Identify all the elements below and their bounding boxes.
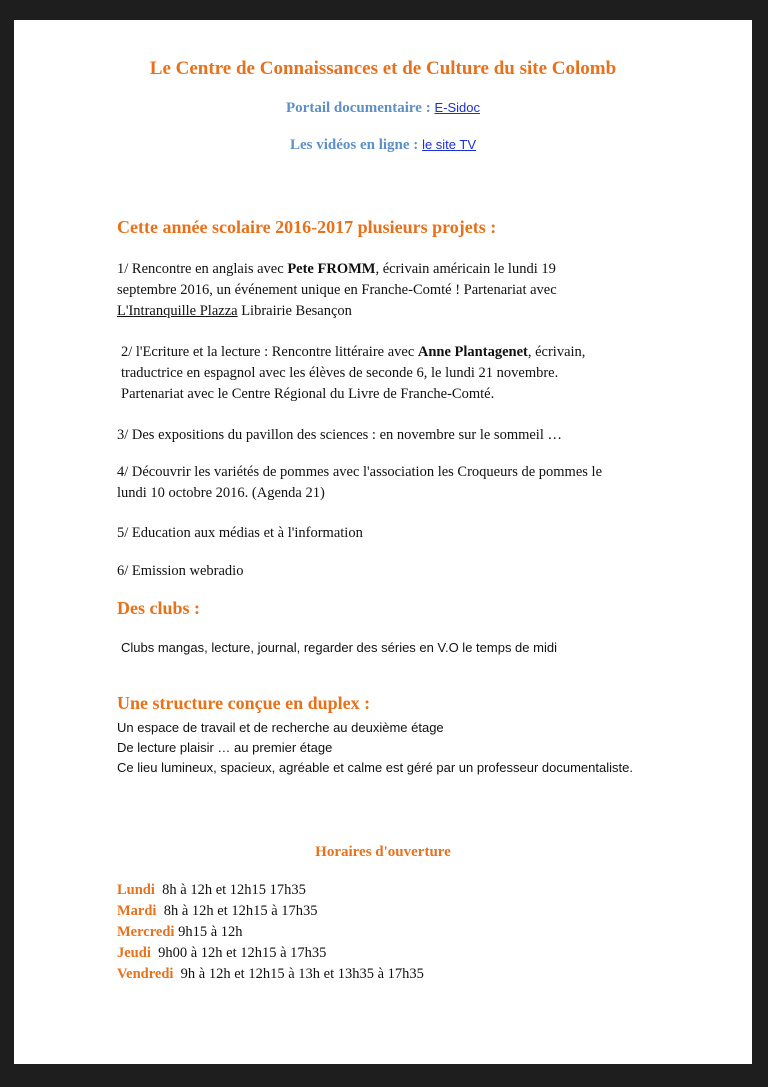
intranquille-plazza-link[interactable]: L'Intranquille Plazza (117, 303, 238, 319)
day-label: Vendredi (117, 966, 174, 982)
project-2-line-2: traductrice en espagnol avec les élèves de seconde 6, le lundi 21 novembre. (121, 365, 559, 381)
document-page (14, 20, 752, 1064)
project-2-line-3: Partenariat avec le Centre Régional du Livre de Franche-Comté. (121, 386, 495, 402)
project-1-text-cont: , écrivain américain le lundi 19 (375, 261, 556, 277)
hours-row-lundi (117, 880, 424, 901)
day-time: 9h00 à 12h et 12h15 à 17h35 (158, 945, 327, 961)
hours-list (117, 880, 424, 985)
clubs-heading: Des clubs : (117, 598, 201, 618)
clubs-text: Clubs mangas, lecture, journal, regarder des séries en V.O le temps de midi (121, 640, 557, 655)
hours-row-vendredi (117, 964, 424, 985)
projects-heading: Cette année scolaire 2016-2017 plusieurs projets : (117, 217, 497, 237)
project-4 (117, 462, 657, 504)
day-time: 8h à 12h et 12h15 à 17h35 (163, 903, 318, 919)
day-label: Mercredi (117, 924, 175, 940)
project-2-text: 2/ l'Ecriture et la lecture : Rencontre littéraire avec (121, 344, 418, 360)
day-label: Jeudi (117, 945, 151, 961)
day-label: Lundi (117, 882, 155, 898)
esidoc-link[interactable]: E-Sidoc (434, 100, 480, 115)
structure-text (117, 718, 697, 778)
hours-heading: Horaires d'ouverture (315, 844, 451, 860)
day-time: 8h à 12h et 12h15 17h35 (162, 882, 306, 898)
videos-line (14, 137, 752, 154)
portal-line (14, 100, 752, 117)
structure-line-3: Ce lieu lumineux, spacieux, agréable et calme est géré par un professeur documentaliste. (117, 760, 633, 775)
project-2-text-cont: , écrivain, (527, 344, 586, 360)
project-1-text: 1/ Rencontre en anglais avec (117, 261, 288, 277)
hours-row-mercredi (117, 922, 424, 943)
hours-row-jeudi (117, 943, 424, 964)
day-time: 9h à 12h et 12h15 à 13h et 13h35 à 17h35 (180, 966, 424, 982)
videos-label: Les vidéos en ligne : (289, 137, 419, 153)
project-1 (117, 259, 637, 322)
project-1-author: Pete FROMM (287, 261, 376, 277)
hours-row-mardi (117, 901, 424, 922)
day-time: 9h15 à 12h (178, 924, 243, 940)
project-1-line-3: Librairie Besançon (237, 303, 352, 319)
project-2 (121, 342, 641, 405)
project-4-line-1: 4/ Découvrir les variétés de pommes avec l'association les Croqueurs de pommes le (117, 464, 602, 480)
page-title: Le Centre de Connaissances et de Culture du site Colomb (149, 58, 617, 79)
project-1-line-2: septembre 2016, un événement unique en Franche-Comté ! Partenariat avec (117, 282, 557, 298)
project-3: 3/ Des expositions du pavillon des sciences : en novembre sur le sommeil … (117, 427, 562, 443)
portal-label: Portail documentaire : (286, 100, 431, 116)
site-tv-link[interactable]: le site TV (422, 137, 477, 152)
project-2-author: Anne Plantagenet (417, 344, 528, 360)
structure-line-1: Un espace de travail et de recherche au deuxième étage (117, 720, 444, 735)
structure-line-2: De lecture plaisir … au premier étage (117, 740, 333, 755)
project-5: 5/ Education aux médias et à l'information (117, 525, 363, 541)
project-6: 6/ Emission webradio (117, 563, 244, 579)
project-4-line-2: lundi 10 octobre 2016. (Agenda 21) (117, 485, 325, 501)
structure-heading: Une structure conçue en duplex : (117, 693, 371, 713)
day-label: Mardi (117, 903, 157, 919)
